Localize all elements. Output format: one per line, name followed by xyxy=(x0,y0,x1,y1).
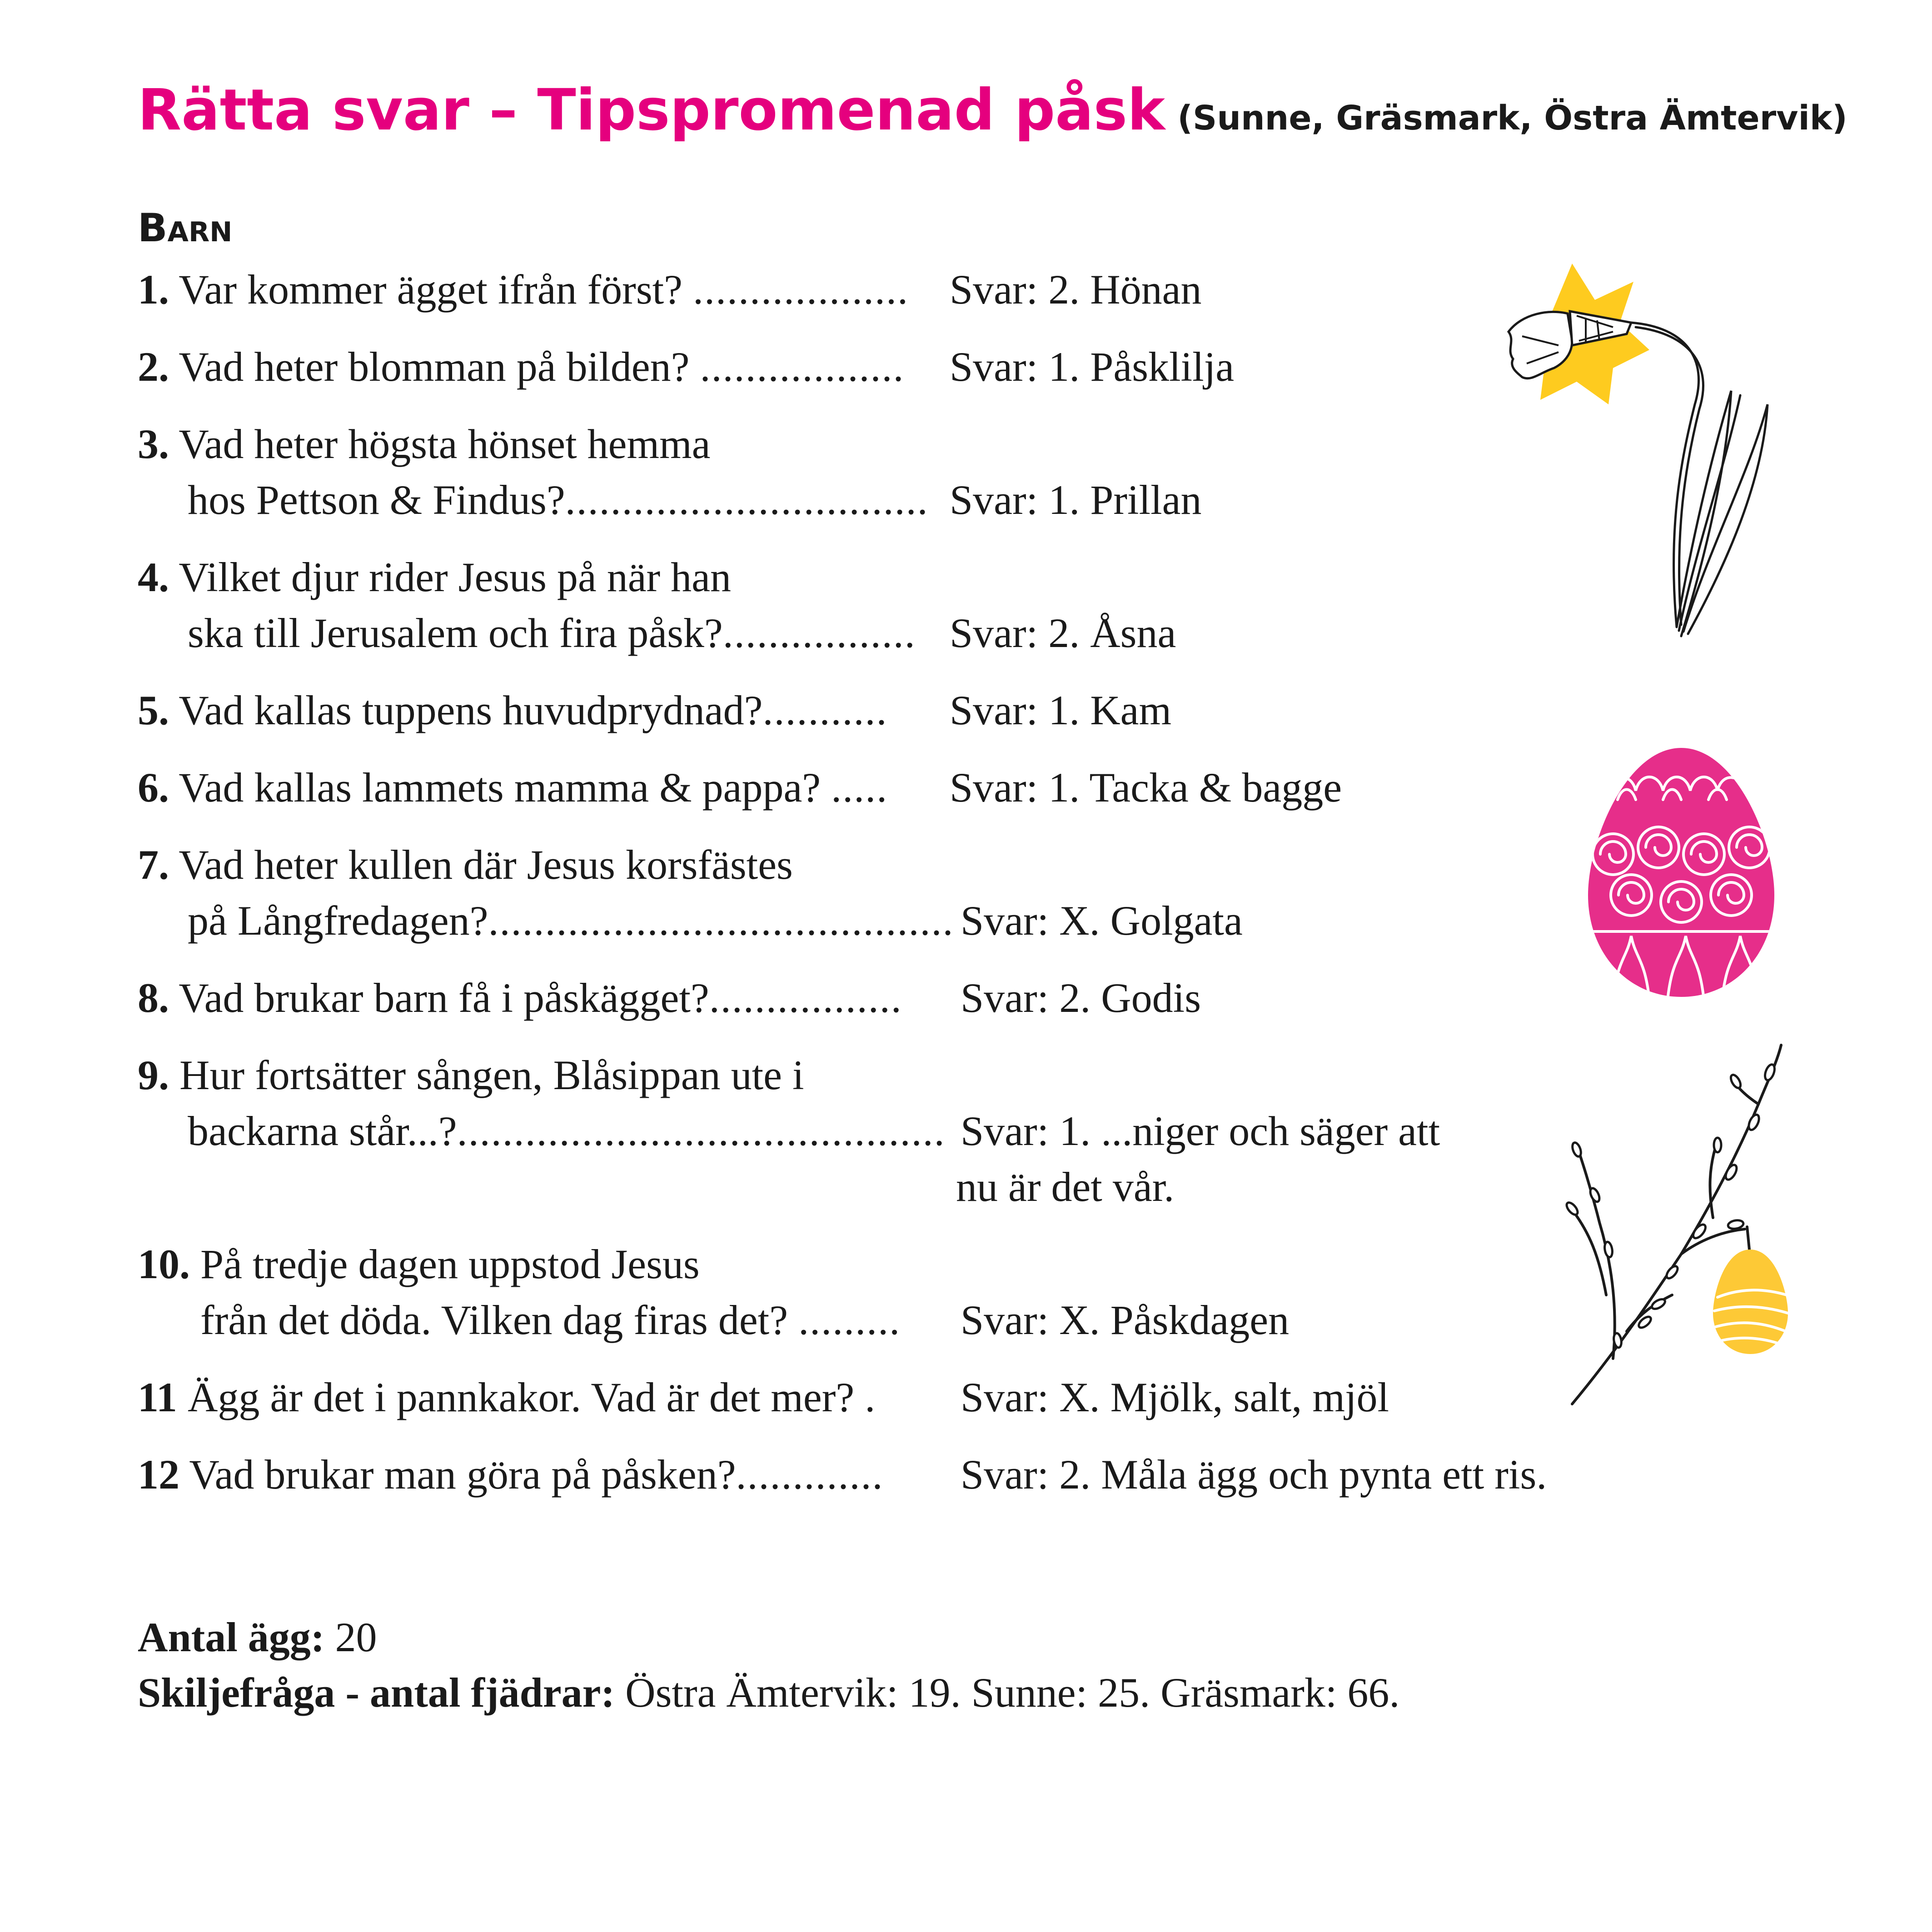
section-heading-barn: Barn xyxy=(138,205,233,251)
yellow-easter-egg-icon xyxy=(1713,1250,1788,1354)
page-title xyxy=(138,77,1847,143)
question-7: 7. Vad heter kullen där Jesus korsfästes xyxy=(138,842,793,888)
answer-5: Svar: 1. Kam xyxy=(950,687,1172,733)
daffodil-icon xyxy=(1495,254,1786,645)
question-7-line-2: på Långfredagen?......................................... xyxy=(188,897,954,944)
answer-2: Svar: 1. Påsklilja xyxy=(950,344,1235,390)
answer-12: Svar: 2. Måla ägg och pynta ett ris. xyxy=(961,1451,1547,1498)
question-8: 8. Vad brukar barn få i påskägget?................. xyxy=(138,975,902,1021)
question-11: 11 Ägg är det i pannkakor. Vad är det mer? . xyxy=(138,1374,876,1420)
question-4: 4. Vilket djur rider Jesus på när han xyxy=(138,554,732,600)
question-5: 5. Vad kallas tuppens huvudprydnad?........... xyxy=(138,687,888,733)
answer-1: Svar: 2. Hönan xyxy=(950,266,1202,313)
answer-4: Svar: 2. Åsna xyxy=(950,610,1176,656)
title-main: Rätta svar – Tipspromenad påsk xyxy=(138,77,1165,143)
question-6: 6. Vad kallas lammets mamma & pappa? ..... xyxy=(138,764,888,811)
willow-branch-icon xyxy=(1563,1041,1808,1418)
title-locations: (Sunne, Gräsmark, Östra Ämtervik) xyxy=(1177,99,1847,138)
answer-9: Svar: 1. ...niger och säger att xyxy=(961,1108,1440,1154)
question-10: 10. På tredje dagen uppstod Jesus xyxy=(138,1241,700,1287)
question-3-line-2: hos Pettson & Findus?................................ xyxy=(188,477,929,523)
question-9-line-2: backarna står...?........................................... xyxy=(188,1108,946,1154)
tiebreak-question: Skiljefråga - antal fjädrar: Östra Ämtervik: 19. Sunne: 25. Gräsmark: 66. xyxy=(138,1669,1400,1716)
pink-easter-egg-icon xyxy=(1586,745,1777,1000)
question-12: 12 Vad brukar man göra på påsken?............. xyxy=(138,1451,884,1498)
question-4-line-2: ska till Jerusalem och fira påsk?................. xyxy=(188,610,916,656)
question-9: 9. Hur fortsätter sången, Blåsippan ute i xyxy=(138,1052,804,1098)
question-3: 3. Vad heter högsta hönset hemma xyxy=(138,421,711,467)
answer-8: Svar: 2. Godis xyxy=(961,975,1201,1021)
answer-9-line-2: nu är det vår. xyxy=(956,1164,1175,1210)
answer-3: Svar: 1. Prillan xyxy=(950,477,1202,523)
question-10-line-2: från det döda. Vilken dag firas det? ......... xyxy=(200,1297,901,1343)
answer-7: Svar: X. Golgata xyxy=(961,897,1243,944)
answer-10: Svar: X. Påskdagen xyxy=(961,1297,1290,1343)
question-1: 1. Var kommer ägget ifrån först? ................... xyxy=(138,266,909,313)
answer-11: Svar: X. Mjölk, salt, mjöl xyxy=(961,1374,1389,1420)
question-2: 2. Vad heter blomman på bilden? .................. xyxy=(138,344,905,390)
answer-6: Svar: 1. Tacka & bagge xyxy=(950,764,1342,811)
egg-count: Antal ägg: 20 xyxy=(138,1614,377,1660)
